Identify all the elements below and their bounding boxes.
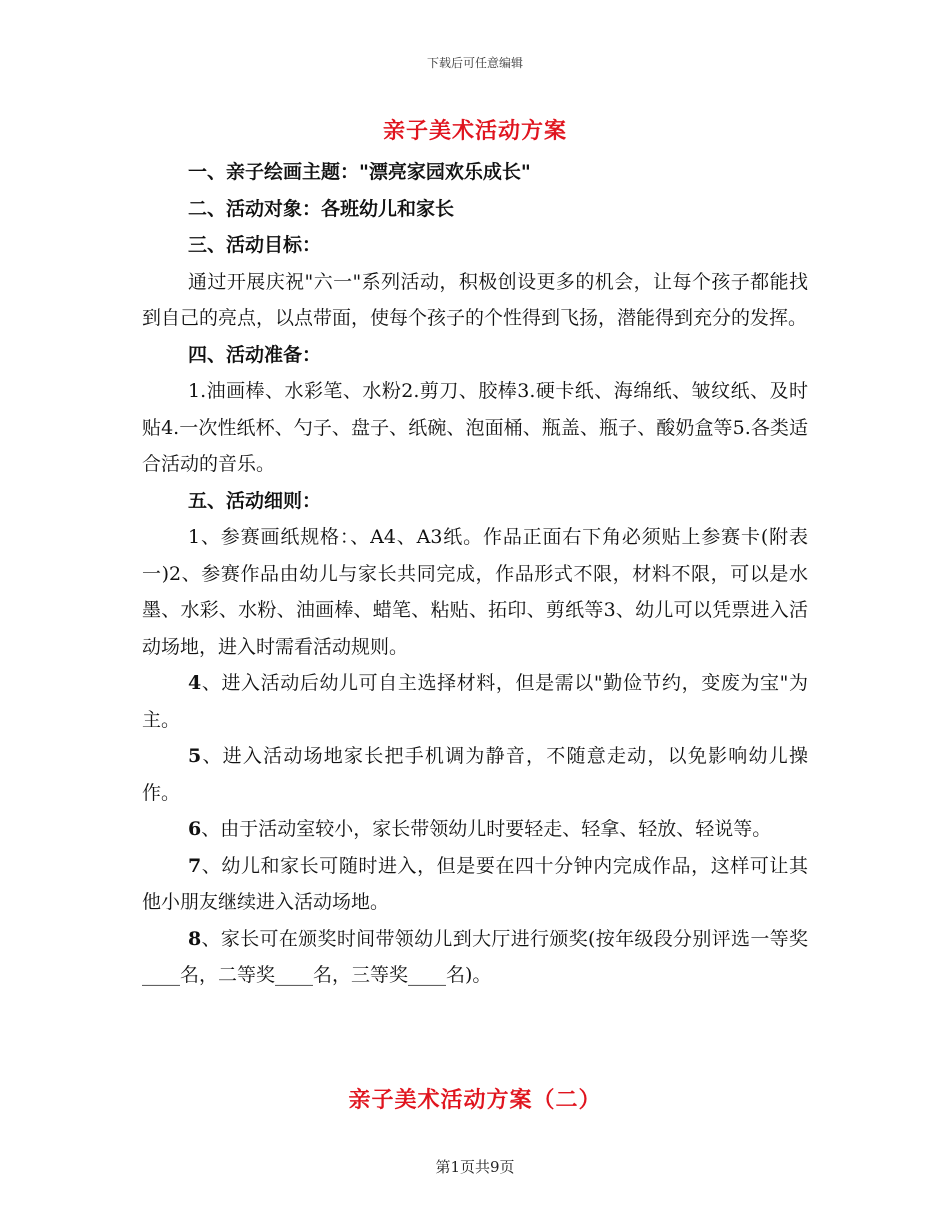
rule-number: 7 xyxy=(188,854,202,877)
section-heading-audience: 二、活动对象：各班幼儿和家长 xyxy=(188,197,455,220)
rule-text: 、进入活动后幼儿可自主选择材料，但是需以"勤俭节约，变废为宝"为主。 xyxy=(142,672,808,731)
section-heading-preparation: 四、活动准备： xyxy=(188,343,322,366)
rule-number: 4 xyxy=(188,672,202,694)
document-title: 亲子美术活动方案 xyxy=(382,118,567,144)
rule-text: 、幼儿和家长可随时进入，但是要在四十分钟内完成作品，这样可让其他小朋友继续进入活动场地。 xyxy=(142,854,808,913)
rule-paragraph-7 xyxy=(142,848,808,921)
rule-number: 5 xyxy=(188,745,202,767)
rule-number: 8 xyxy=(188,927,202,950)
rule-paragraph-6 xyxy=(142,811,808,848)
second-section-title: 亲子美术活动方案（二） xyxy=(348,1087,602,1113)
section-heading-goals: 三、活动目标： xyxy=(188,234,322,256)
header-note: 下载后可任意编辑 xyxy=(426,56,523,70)
rule-text: 、家长可在颁奖时间带领幼儿到大厅进行颁奖(按年级段分别评选一等奖____名，二等奖____名，三等奖____名)。 xyxy=(142,927,808,986)
section-heading-rules: 五、活动细则： xyxy=(188,489,322,512)
document-body xyxy=(142,154,808,994)
rule-paragraph-1: 1、参赛画纸规格：、A4、A3纸。作品正面右下角必须贴上参赛卡(附表一)2、参赛作品由幼儿与家长共同完成，作品形式不限，材料不限，可以是水墨、水彩、水粉、油画棒、蜡笔、粘贴、拓印、剪纸等3、幼儿可以凭票进入活动场地，进入时需看活动规则。 xyxy=(142,526,808,658)
page-number: 第1页共9页 xyxy=(435,1158,515,1176)
section-heading-theme: 一、亲子绘画主题："漂亮家园欢乐成长" xyxy=(188,161,531,183)
rule-text: 、由于活动室较小，家长带领幼儿时要轻走、轻拿、轻放、轻说等。 xyxy=(201,818,772,840)
goals-paragraph: 通过开展庆祝"六一"系列活动，积极创设更多的机会，让每个孩子都能找到自己的亮点，以点带面，使每个孩子的个性得到飞扬，潜能得到充分的发挥。 xyxy=(142,270,808,329)
rule-paragraph-4 xyxy=(142,665,808,738)
rule-text: 、进入活动场地家长把手机调为静音，不随意走动，以免影响幼儿操作。 xyxy=(142,745,808,804)
rule-paragraph-8 xyxy=(142,921,808,994)
preparation-paragraph: 1.油画棒、水彩笔、水粉2.剪刀、胶棒3.硬卡纸、海绵纸、皱纹纸、及时贴4.一次性纸杯、勺子、盘子、纸碗、泡面桶、瓶盖、瓶子、酸奶盒等5.各类适合活动的音乐。 xyxy=(142,380,808,475)
rule-number: 6 xyxy=(188,818,202,840)
rule-paragraph-5 xyxy=(142,738,808,811)
